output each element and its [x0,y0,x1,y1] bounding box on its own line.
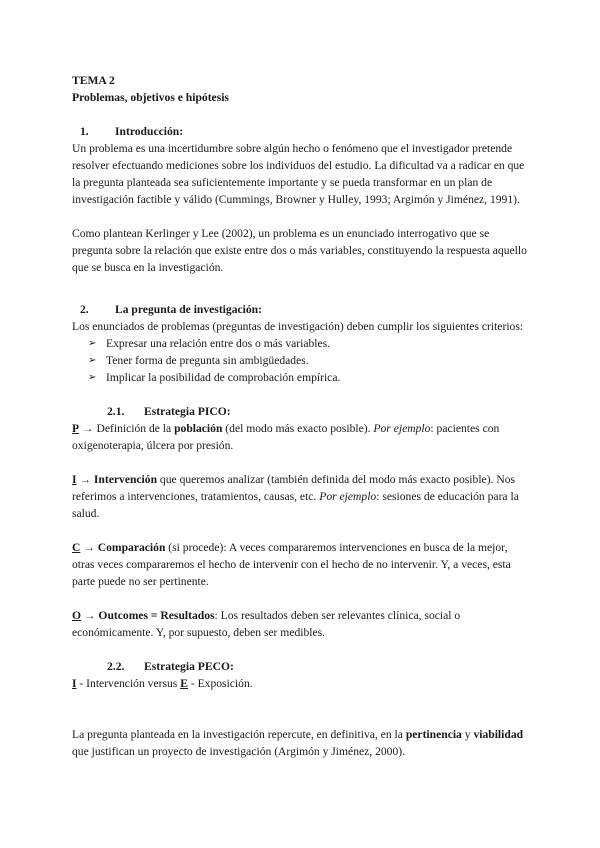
section-1-number: 1. [80,125,89,138]
arrow-bullet-icon: ➢ [88,372,97,383]
pico-o-paragraph: O → Outcomes = Resultados: Los resultados deben ser relevantes clínica, social o económicamente. Y, por supuesto, deben ser medibles. [72,609,461,639]
pico-c-paragraph: C → Comparación (si procede): A veces compararemos intervenciones en busca de la mejor, otras veces compararemos el hecho de intervenir con el hecho de no intervenir. Y, a veces, esta parte puede no ser pertinente. [72,541,511,588]
section-2-1-number: 2.1. [107,405,125,418]
section-2-heading [72,301,532,318]
section-2-1-title: Estrategia PICO: [144,405,231,418]
closing-paragraph: La pregunta planteada en la investigación repercute, en definitiva, en la pertinencia y viabilidad que justifican un proyecto de investigación (Argimón y Jiménez, 2000). [72,728,524,758]
list-item: ➢ Implicar la posibilidad de comprobación empírica. [88,371,341,384]
list-item: ➢ Expresar una relación entre dos o más variables. [88,337,331,350]
arrow-bullet-icon: ➢ [88,355,97,366]
peco-paragraph: I - Intervención versus E - Exposición. [72,677,253,690]
criteria-list [72,335,532,386]
section-2-2-number: 2.2. [107,660,125,673]
section-2-2-heading [72,658,532,675]
list-item: ➢ Tener forma de pregunta sin ambigüedades. [88,354,309,367]
section-2-1-heading [72,403,532,420]
pico-i-paragraph: I → Intervención que queremos analizar (también definida del modo más exacto posible). Nos referimos a intervenciones, tratamientos, causas, etc. Por ejemplo: sesiones de educación para la salud. [72,473,519,520]
section-1-title: Introducción: [115,125,184,138]
doc-subtitle: Problemas, objetivos e hipótesis [72,91,229,104]
section-2-title: La pregunta de investigación: [115,303,262,316]
section-1-paragraph-2: Como plantean Kerlinger y Lee (2002), un problema es un enunciado interrogativo que se pregunta sobre la relación que existe entre dos o más variables, constituyendo la respuesta aquello que se busca en la investigación. [72,227,527,274]
section-1-heading [72,123,532,140]
section-1-paragraph-1: Un problema es una incertidumbre sobre algún hecho o fenómeno que el investigador pretende resolver efectuando mediciones sobre los individuos del estudio. La dificultad va a radicar en que la pregunta planteada sea suficientemente importante y se pueda transformar en un plan de investigación factible y válido (Cummings, Browner y Hulley, 1993; Argimón y Jiménez, 1991). [72,142,525,206]
section-2-number: 2. [80,303,89,316]
document-page [72,72,532,760]
doc-title: TEMA 2 [72,74,115,87]
arrow-bullet-icon: ➢ [88,338,97,349]
section-2-2-title: Estrategia PECO: [144,660,234,673]
pico-p-paragraph: P → Definición de la población (del modo más exacto posible). Por ejemplo: pacientes con oxigenoterapia, úlcera por presión. [72,422,500,452]
section-2-intro: Los enunciados de problemas (preguntas de investigación) deben cumplir los siguientes criterios: [72,320,524,333]
